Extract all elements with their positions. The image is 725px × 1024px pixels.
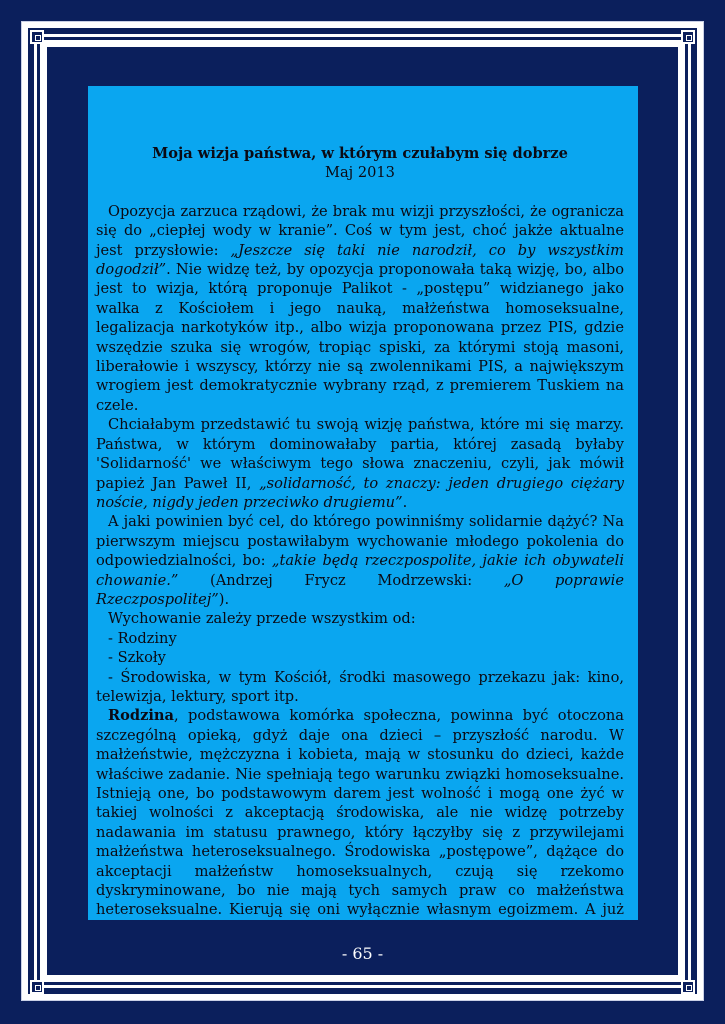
paragraph-text: . bbox=[402, 493, 408, 511]
content-panel bbox=[88, 86, 638, 920]
paragraph-text: . Nie widzę też, by opozycja proponowała taką wizję, bo, albo jest to wizja, którą proponuje Palikot - „postępu” widzianego jako walka z Kościołem i jego nauką, małżeństwa homoseksualne, legalizacja narkotyków itp., albo wizja proponowana przez PIS, gdzie wszędzie szuka się wrogów, tropiąc spiski, za którymi stoją masoni, liberałowie i wszyscy, którzy nie są zwolennikami PIS, a największym wrogiem jest demokratycznie wybrany rząd, z premierem Tuskiem na czele. bbox=[96, 261, 624, 414]
article-body bbox=[96, 144, 624, 920]
article-title: Moja wizja państwa, w którym czułabym się dobrze bbox=[152, 145, 568, 162]
paragraph-2 bbox=[96, 415, 624, 512]
paragraph-text: (Andrzej Frycz Modrzewski: bbox=[178, 571, 504, 589]
paragraph-text: Chciałabym przedstawić tu swoją wizję państwa, które mi się marzy. Państwa, w którym dominowałaby partia, której zasadą byłaby 'Solidarność' we właściwym tego słowa znaczeniu, czyli, jak mówił papież Jan Paweł II, bbox=[96, 416, 624, 492]
paragraph-text: , podstawowa komórka społeczna, powinna być otoczona szczególną opieką, gdyż daje ona dzieci – przyszłość narodu. W małżeństwie, mężczyzna i kobieta, mają w stosunku do dzieci, każde właściwe zadanie. Nie spełniają tego warunku związki homoseksualne. Istnieją one, bo podstawowym darem jest wolność i mogą one żyć w takiej wolności z akceptacją środowiska, ale nie widzę potrzeby nadawania im statusu prawnego, który łączyłby się z przywilejami małżeństwa heteroseksualnego. Środowiska „postępowe”, dążące do akceptacji małżeństw homoseksualnych, czują się rzekomo dyskryminowane, bo nie mają tych samych praw co małżeństwa heteroseksualne. Kierują się oni wyłącznie własnym egoizmem. A już bbox=[96, 707, 624, 919]
corner-ornament-icon bbox=[30, 980, 44, 994]
page-number: - 65 - bbox=[341, 944, 384, 963]
paragraph-text: A jaki powinien być cel, do którego powinniśmy solidarnie dążyć? Na pierwszym miejscu postawiłabym wychowanie młodego pokolenia do odpowiedzialności, bo: bbox=[96, 513, 624, 570]
corner-ornament-icon bbox=[681, 980, 695, 994]
corner-ornament-icon bbox=[30, 30, 44, 44]
list-item: - Szkoły bbox=[108, 649, 166, 667]
paragraph-3 bbox=[96, 512, 624, 609]
paragraph-4: Wychowanie zależy przede wszystkim od: bbox=[108, 610, 416, 628]
section-term: Rodzina bbox=[108, 707, 174, 725]
paragraph-text: ). bbox=[218, 590, 230, 608]
paragraph-5 bbox=[96, 706, 624, 920]
list-item: - Środowiska, w tym Kościół, środki masowego przekazu jak: kino, telewizja, lektury, sport itp. bbox=[96, 668, 624, 705]
paragraph-text: Opozycja zarzuca rządowi, że brak mu wizji przyszłości, że ogranicza się do „ciepłej wody w kranie”. Coś w tym jest, choć jakże aktualne jest przysłowie: bbox=[96, 202, 624, 259]
paragraph-1 bbox=[96, 202, 624, 415]
list-item: - Rodziny bbox=[108, 629, 177, 647]
quote: „solidarność, to znaczy: jeden drugiego ciężary noście, nigdy jeden przeciwko drugiemu” bbox=[96, 474, 625, 511]
quote: „Jeszcze się taki nie narodził, co by wszystkim dogodził” bbox=[96, 241, 624, 279]
quote: „takie będą rzeczpospolite, jakie ich obywateli chowanie.” bbox=[96, 552, 624, 589]
quote: „O poprawie Rzeczpospolitej” bbox=[96, 571, 624, 608]
corner-ornament-icon bbox=[681, 30, 695, 44]
article-date: Maj 2013 bbox=[325, 164, 395, 182]
